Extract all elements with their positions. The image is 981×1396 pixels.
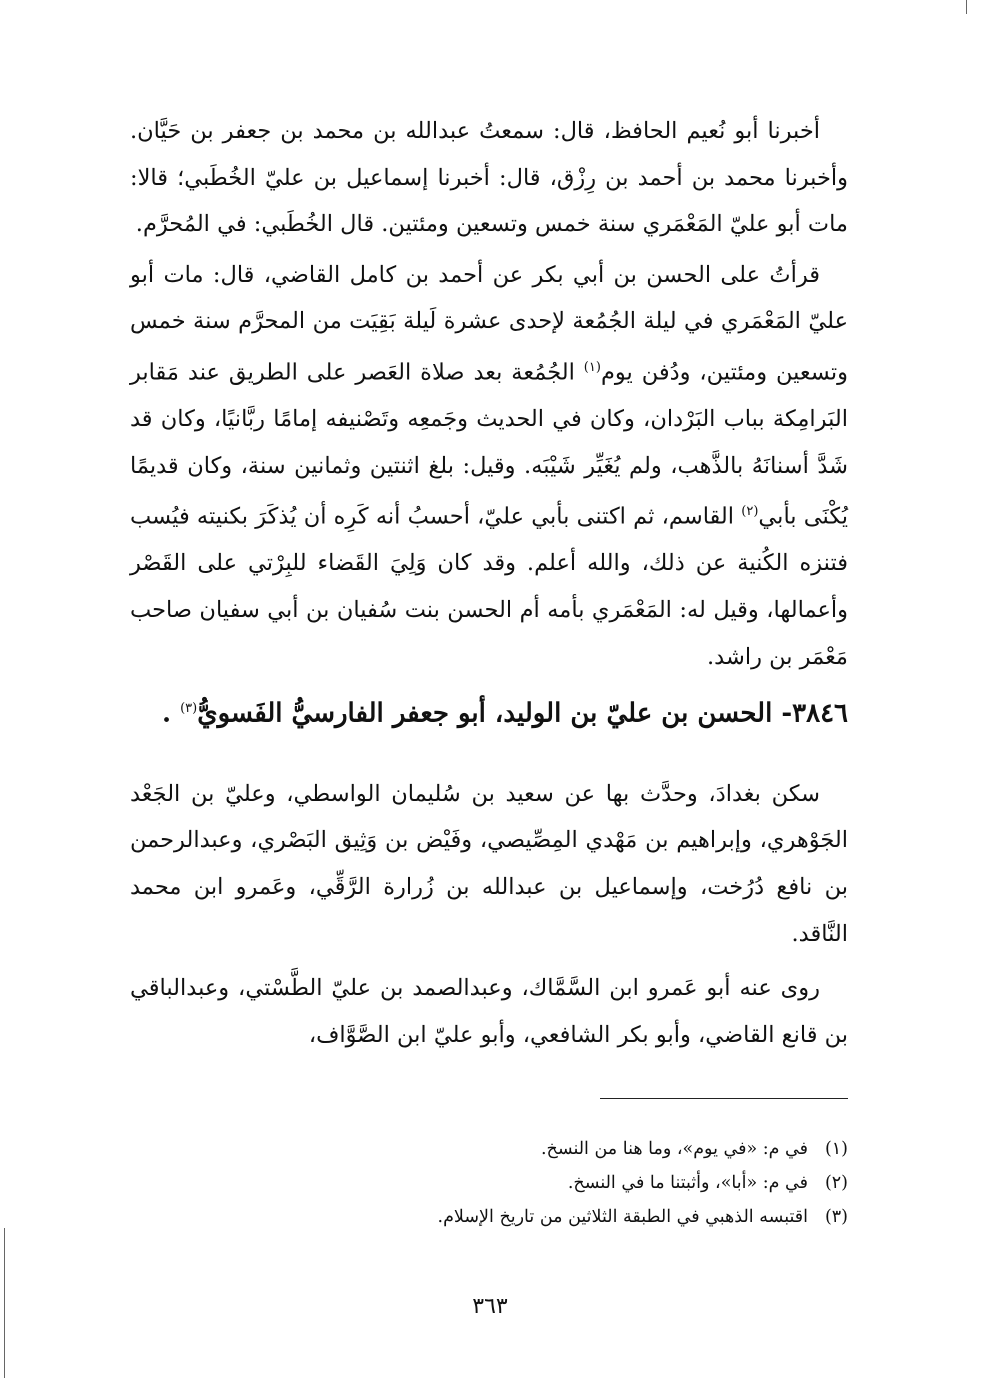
scan-edge-mark [966, 0, 967, 14]
footnote-separator [600, 1098, 848, 1099]
paragraph-1 [130, 108, 848, 248]
paragraph-2-part-a: قرأتُ على الحسن بن أبي بكر عن أحمد بن كامل القاضي، قال: مات أبو عليّ المَعْمَري في ليلة الجُمُعة لإحدى عشرة لَيلة بَقِيَت من المحرَّم سنة خمس وتسعين ومئتين، ودُفن يوم [130, 261, 848, 386]
scan-margin-line [4, 1228, 5, 1378]
footnote-3 [300, 1200, 848, 1234]
paragraph-1-text: أخبرنا أبو نُعيم الحافظ، قال: سمعتُ عبدالله بن محمد بن جعفر بن حَيَّان. وأخبرنا محمد بن أحمد بن رِزْق، قال: أخبرنا إسماعيل بن عليّ الخُطَبي؛ قالا: مات أبو عليّ المَعْمَري سنة خمس وتسعين ومئتين. قال الخُطَبي: في المُحرَّم. [130, 118, 848, 238]
footnote-ref-2: (٢) [741, 504, 759, 520]
footnote-1 [300, 1132, 848, 1166]
page-number: ٣٦٣ [472, 1294, 508, 1319]
footnote-ref-3: (٣) [180, 701, 198, 717]
paragraph-2 [130, 252, 848, 680]
entry-end-mark: . [161, 698, 172, 729]
paragraph-2-part-c: القاسم، ثم اكتنى بأبي عليّ، أحسبُ أنه كَرِه أن يُذكَرَ بكنيته فيُسب فتنزه الكُنية عن ذلك، والله أعلم. وقد كان وَلِيَ القَضاء للبِرْتي على القَصْر وأعمالها، وقيل له: المَعْمَري بأمه أم الحسن بنت سُفيان بن أبي سفيان صاحب مَعْمَر بن راشد. [130, 503, 848, 670]
footnote-text: في م: «في يوم»، وما هنا من النسخ. [540, 1139, 808, 1159]
entry-heading [130, 686, 848, 737]
footnote-ref-1: (١) [583, 359, 601, 375]
paragraph-3 [130, 771, 848, 957]
footnote-text: اقتبسه الذهبي في الطبقة الثلاثين من تاريخ الإسلام. [437, 1207, 808, 1227]
paragraph-3-text: سكن بغدادَ، وحدَّث بها عن سعيد بن سُليمان الواسطي، وعليّ بن الجَعْد الجَوْهري، وإبراهيم بن مَهْدي المِصِّيصي، وفَيْض بن وَثِيق البَصْري، وعبدالرحمن بن نافع دُرُخت، وإسماعيل بن عبدالله بن زُرارة الرَّقِّي، وعَمرو ابن محمد النَّاقد. [130, 780, 848, 947]
entry-title: ٣٨٤٦- الحسن بن عليّ بن الوليد، أبو جعفر الفارسيُّ الفَسويُّ [197, 698, 848, 729]
footnote-number: (١) [824, 1139, 848, 1159]
footnote-2 [300, 1166, 848, 1200]
page-body [130, 108, 848, 1058]
paragraph-2-part-b: الجُمُعة بعد صلاة العَصر على الطريق عند مَقابر البَرامِكة بباب البَرْدان، وكان في الحديث وجَمعِه وتَصْنيفه إمامًا ربَّانيًا، وكان قد شَدَّ أسنانَهُ بالذَّهب، ولم يُغَيِّر شَيْبَه. وقيل: بلغ اثنتين وثمانين سنة، وكان قديمًا يُكْنَى بأبي [130, 359, 849, 530]
paragraph-4 [130, 965, 848, 1058]
footnote-number: (٢) [824, 1173, 848, 1193]
footnote-number: (٣) [824, 1207, 848, 1227]
paragraph-4-text: روى عنه أبو عَمرو ابن السَّمَّاك، وعبدالصمد بن عليّ الطَّسْتي، وعبدالباقي بن قانع القاضي، وأبو بكر الشافعي، وأبو عليّ ابن الصَّوَّاف، [130, 975, 848, 1048]
footnote-text: في م: «أبا»، وأثبتنا ما في النسخ. [567, 1173, 808, 1193]
footnotes [300, 1132, 848, 1234]
